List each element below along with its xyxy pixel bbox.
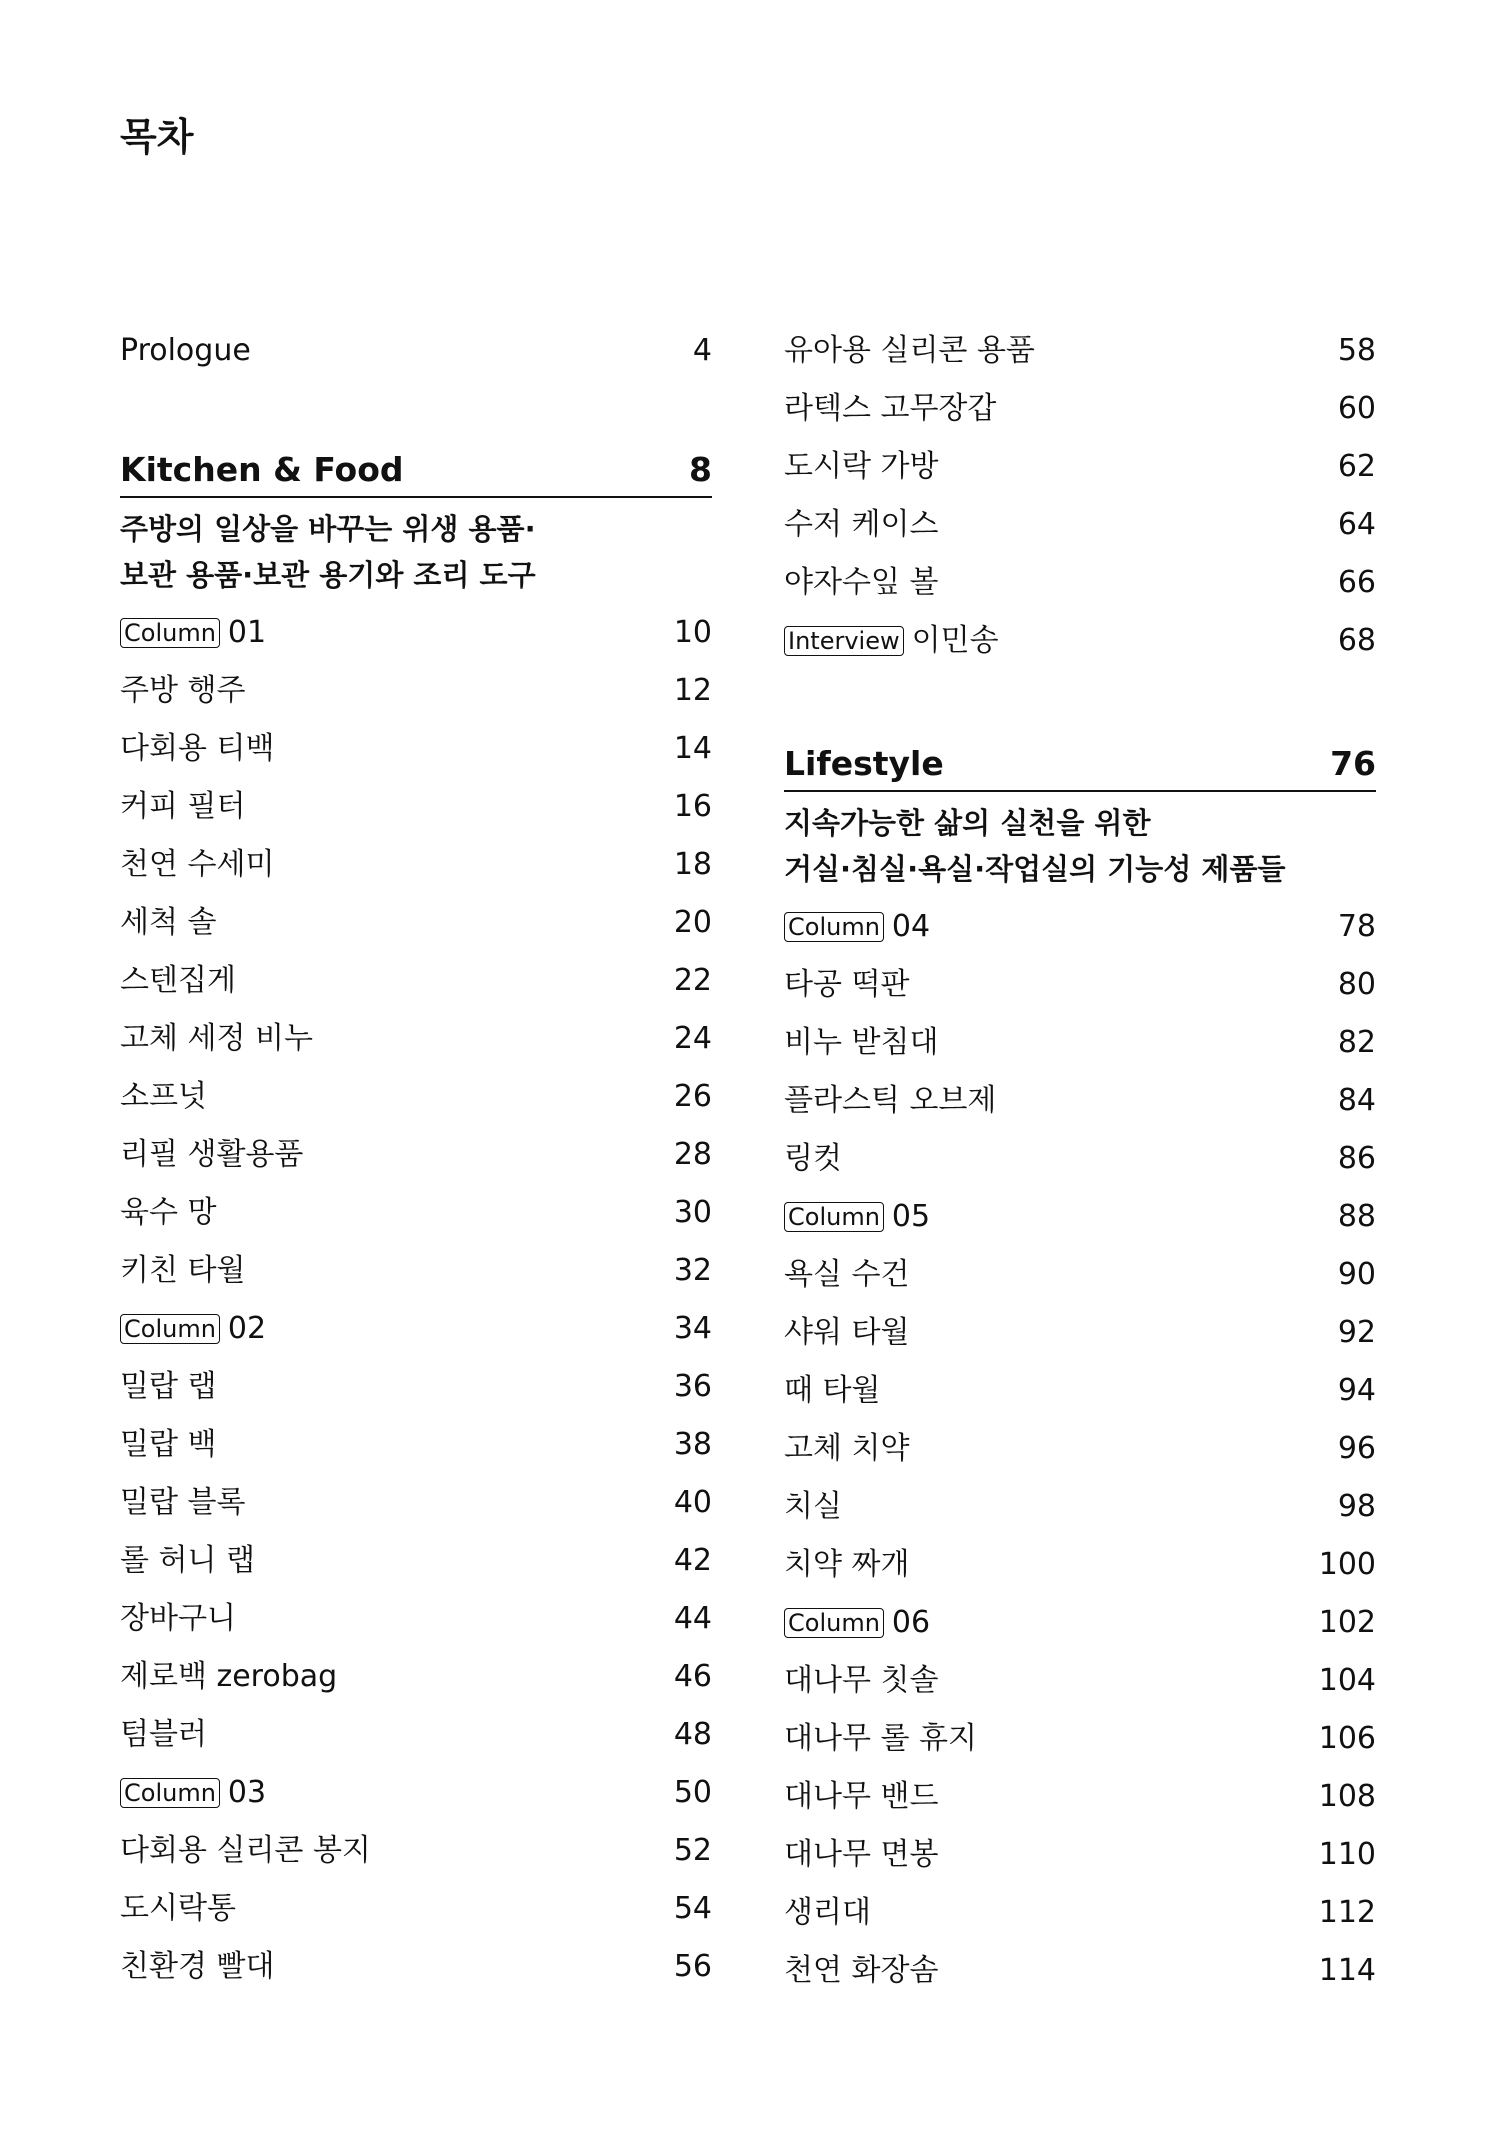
toc-entry-title: [784, 956, 909, 1014]
toc-entry[interactable]: [784, 1768, 1376, 1826]
toc-entry-page: 24: [673, 1021, 712, 1056]
toc-entry-page: 62: [1337, 449, 1376, 484]
toc-entry-title: [784, 1536, 909, 1594]
toc-entry-title: [120, 1474, 245, 1532]
toc-entry[interactable]: [120, 1764, 712, 1822]
toc-entry[interactable]: [784, 612, 1376, 670]
toc-entry-text: 천연 수세미: [120, 847, 275, 882]
section-description-line: 주방의 일상을 바꾸는 위생 용품·: [120, 512, 536, 546]
toc-entry-text: 주방 행주: [120, 673, 246, 708]
toc-entry-text: 욕실 수건: [784, 1257, 910, 1292]
toc-entry[interactable]: [784, 554, 1376, 612]
toc-entry-page: 40: [673, 1485, 712, 1520]
toc-entry[interactable]: [120, 1822, 712, 1880]
toc-entry-title: [120, 1938, 274, 1996]
section-heading-title: Kitchen & Food: [120, 450, 404, 489]
toc-entry-page: 54: [673, 1891, 712, 1926]
toc-entry[interactable]: [120, 894, 712, 952]
section-heading-page: 76: [1330, 744, 1376, 783]
toc-entry-text: 생리대: [784, 1895, 871, 1930]
toc-entry-title: [120, 662, 245, 720]
toc-entry-title: [784, 1362, 880, 1420]
toc-entry-text: 유아용 실리콘 용품: [784, 333, 1035, 368]
toc-entry-text: 친환경 빨대: [120, 1949, 275, 1984]
toc-entry-page: 30: [673, 1195, 712, 1230]
toc-entry-text: 링컷: [784, 1141, 842, 1176]
toc-entry-text: 도시락통: [120, 1891, 236, 1926]
toc-entry-page: 114: [1318, 1953, 1376, 1988]
toc-entry-page: 44: [673, 1601, 712, 1636]
toc-entry-page: 16: [673, 789, 712, 824]
toc-entry[interactable]: [120, 1242, 712, 1300]
toc-entry-text: 치약 짜개: [784, 1547, 910, 1582]
toc-entry-title: [120, 1068, 207, 1126]
toc-entry-page: 86: [1337, 1141, 1376, 1176]
toc-entry-title: [784, 1478, 842, 1536]
toc-entry-page: 14: [673, 731, 712, 766]
toc-entry-title: [120, 604, 266, 662]
toc-tag-badge: Column: [784, 912, 884, 942]
toc-entry-page: 108: [1318, 1779, 1376, 1814]
page-title: 목차: [120, 115, 194, 159]
toc-entry-page: 64: [1337, 507, 1376, 542]
toc-entry[interactable]: [120, 836, 712, 894]
toc-entry-page: 84: [1337, 1083, 1376, 1118]
toc-entry-title: [120, 1648, 337, 1706]
toc-entry-text: 타공 떡판: [784, 967, 910, 1002]
section-description-line: 거실·침실·욕실·작업실의 기능성 제품들: [784, 852, 1286, 886]
toc-entry[interactable]: [784, 1130, 1376, 1188]
toc-entry-page: 12: [673, 673, 712, 708]
toc-entry-text: 밀랍 백: [120, 1427, 217, 1462]
toc-entry[interactable]: [120, 1938, 712, 1996]
toc-entry-title: [120, 1764, 266, 1822]
toc-tag-badge: Column: [120, 1778, 220, 1808]
toc-entry-page: 92: [1337, 1315, 1376, 1350]
toc-list-lifestyle: [784, 898, 1376, 2000]
toc-entry[interactable]: [120, 604, 712, 662]
toc-entry-page: 88: [1337, 1199, 1376, 1234]
toc-entry-title: [784, 1246, 909, 1304]
toc-entry-text: 수저 케이스: [784, 507, 939, 542]
toc-entry-page: 104: [1318, 1663, 1376, 1698]
toc-entry-title: [120, 1532, 255, 1590]
toc-entry-text: 대나무 면봉: [784, 1837, 939, 1872]
toc-entry-text: 밀랍 블록: [120, 1485, 246, 1520]
toc-entry-title: [784, 1014, 938, 1072]
toc-entry-title: [120, 1590, 236, 1648]
toc-entry-text: 도시락 가방: [784, 449, 939, 484]
toc-entry-page: 112: [1318, 1895, 1376, 1930]
toc-entry[interactable]: [784, 956, 1376, 1014]
toc-entry-page: 50: [673, 1775, 712, 1810]
toc-entry[interactable]: [784, 1188, 1376, 1246]
toc-entry-title: [784, 898, 930, 956]
toc-entry-text: 06: [891, 1605, 931, 1640]
section-description: [120, 506, 712, 598]
toc-entry-title: [784, 1884, 871, 1942]
section-heading-lifestyle[interactable]: [784, 734, 1376, 792]
toc-entry-page: 46: [673, 1659, 712, 1694]
toc-entry[interactable]: [120, 1126, 712, 1184]
toc-entry-page: 22: [673, 963, 712, 998]
toc-entry-text: 천연 화장솜: [784, 1953, 939, 1988]
toc-entry-text: 02: [227, 1311, 267, 1346]
toc-entry[interactable]: [784, 1478, 1376, 1536]
toc-entry-text: 대나무 밴드: [784, 1779, 939, 1814]
toc-entry[interactable]: [120, 952, 712, 1010]
toc-entry-page: 100: [1318, 1547, 1376, 1582]
toc-entry[interactable]: [784, 1826, 1376, 1884]
toc-entry[interactable]: [784, 322, 1376, 380]
toc-entry-page: 90: [1337, 1257, 1376, 1292]
toc-list-kitchen: [120, 604, 712, 1996]
toc-entry[interactable]: [120, 1706, 712, 1764]
toc-entry-title: [120, 1822, 371, 1880]
toc-entry-title: [120, 1706, 207, 1764]
toc-entry-title: [120, 894, 216, 952]
toc-entry-text: 세척 솔: [120, 905, 217, 940]
toc-entry-page: 106: [1318, 1721, 1376, 1756]
toc-entry-text: 대나무 롤 휴지: [784, 1721, 977, 1756]
toc-entry[interactable]: [120, 1474, 712, 1532]
toc-entry-title: [120, 1184, 216, 1242]
toc-entry-text: 05: [891, 1199, 931, 1234]
toc-entry-text: 리필 생활용품: [120, 1137, 304, 1172]
section-heading-title: Lifestyle: [784, 744, 944, 783]
toc-entry[interactable]: [120, 1532, 712, 1590]
toc-entry-page: 80: [1337, 967, 1376, 1002]
toc-entry-text: 샤워 타월: [784, 1315, 910, 1350]
toc-entry-title: [120, 1880, 236, 1938]
toc-entry-text: 야자수잎 볼: [784, 565, 939, 600]
toc-entry[interactable]: [120, 1648, 712, 1706]
toc-entry-text: 이민송: [911, 623, 999, 658]
toc-entry-text: 제로백 zerobag: [120, 1659, 338, 1694]
toc-entry-text: 비누 받침대: [784, 1025, 939, 1060]
toc-entry-text: 장바구니: [120, 1601, 236, 1636]
toc-entry-title: [120, 1126, 303, 1184]
toc-entry-text: 때 타월: [784, 1373, 881, 1408]
toc-entry-title: [784, 380, 996, 438]
toc-entry-page: 34: [673, 1311, 712, 1346]
section-description-line: 지속가능한 삶의 실천을 위한: [784, 806, 1151, 840]
toc-entry-title: [784, 1188, 930, 1246]
toc-entry[interactable]: [784, 1710, 1376, 1768]
toc-entry-page: 32: [673, 1253, 712, 1288]
toc-tag-badge: Column: [784, 1608, 884, 1638]
toc-entry-text: 다회용 티백: [120, 731, 275, 766]
toc-entry[interactable]: [120, 1010, 712, 1068]
toc-entry-page: 48: [673, 1717, 712, 1752]
toc-entry-text: 텀블러: [120, 1717, 207, 1752]
toc-entry[interactable]: [120, 1416, 712, 1474]
toc-entry[interactable]: [120, 1880, 712, 1938]
toc-entry-title: [784, 1304, 909, 1362]
toc-entry-title: [784, 1072, 996, 1130]
toc-entry-page: 110: [1318, 1837, 1376, 1872]
toc-entry-title: [120, 720, 274, 778]
toc-entry[interactable]: [784, 1362, 1376, 1420]
toc-entry-text: 대나무 칫솔: [784, 1663, 939, 1698]
toc-entry-title: [120, 1300, 266, 1358]
toc-entry[interactable]: [784, 438, 1376, 496]
toc-entry-page: 82: [1337, 1025, 1376, 1060]
section-heading-kitchen[interactable]: [120, 440, 712, 498]
toc-entry-text: 플라스틱 오브제: [784, 1083, 997, 1118]
toc-entry[interactable]: [120, 1184, 712, 1242]
toc-entry[interactable]: [120, 1590, 712, 1648]
toc-entry-text: 커피 필터: [120, 789, 246, 824]
toc-entry[interactable]: [784, 1304, 1376, 1362]
section-description-line: 보관 용품·보관 용기와 조리 도구: [120, 558, 536, 592]
toc-entry-title: [120, 1358, 216, 1416]
toc-entry-title: [784, 1710, 977, 1768]
toc-entry-text: 01: [227, 615, 267, 650]
toc-entry-title: [784, 612, 999, 670]
toc-entry-text: 고체 치약: [784, 1431, 910, 1466]
toc-entry-page: 28: [673, 1137, 712, 1172]
toc-entry-title: [784, 1826, 938, 1884]
toc-entry[interactable]: [784, 1536, 1376, 1594]
toc-entry-page: 4: [692, 333, 712, 368]
toc-entry[interactable]: [784, 496, 1376, 554]
toc-entry-page: 26: [673, 1079, 712, 1114]
toc-entry[interactable]: [784, 1072, 1376, 1130]
toc-entry-page: 58: [1337, 333, 1376, 368]
toc-entry-page: 10: [673, 615, 712, 650]
toc-entry[interactable]: [120, 1358, 712, 1416]
toc-entry[interactable]: [120, 778, 712, 836]
toc-entry-title: [120, 836, 274, 894]
toc-entry-text: 03: [227, 1775, 267, 1810]
toc-entry-page: 42: [673, 1543, 712, 1578]
toc-entry-prologue[interactable]: [120, 322, 712, 380]
toc-entry-title: [120, 1416, 216, 1474]
toc-entry-page: 56: [673, 1949, 712, 1984]
toc-entry-title: [784, 1594, 930, 1652]
toc-tag-badge: Column: [120, 618, 220, 648]
toc-entry[interactable]: [120, 720, 712, 778]
toc-entry-text: 고체 세정 비누: [120, 1021, 313, 1056]
toc-entry[interactable]: [784, 1420, 1376, 1478]
toc-entry-page: 52: [673, 1833, 712, 1868]
toc-entry-text: 소프넛: [120, 1079, 207, 1114]
toc-entry-page: 66: [1337, 565, 1376, 600]
toc-entry-title: [784, 322, 1035, 380]
toc-entry-page: 102: [1318, 1605, 1376, 1640]
toc-entry-page: 60: [1337, 391, 1376, 426]
toc-entry-page: 98: [1337, 1489, 1376, 1524]
toc-entry-title: [784, 554, 938, 612]
toc-column-right: [784, 322, 1376, 2000]
toc-entry[interactable]: [120, 1300, 712, 1358]
toc-entry-title: [784, 1768, 938, 1826]
toc-column-left: [120, 322, 712, 1996]
toc-entry-page: 20: [673, 905, 712, 940]
toc-list-kitchen-continued: [784, 322, 1376, 670]
toc-entry-text: 라텍스 고무장갑: [784, 391, 997, 426]
toc-entry-title: [120, 778, 245, 836]
toc-entry-title: [784, 1942, 938, 2000]
toc-entry-title: [784, 496, 938, 554]
toc-entry-title: [120, 952, 236, 1010]
toc-entry-page: 36: [673, 1369, 712, 1404]
toc-entry-title: [784, 1130, 842, 1188]
section-heading-page: 8: [689, 450, 712, 489]
toc-entry-page: 78: [1337, 909, 1376, 944]
toc-entry[interactable]: [784, 1884, 1376, 1942]
toc-entry-text: 치실: [784, 1489, 842, 1524]
toc-entry-text: 밀랍 랩: [120, 1369, 217, 1404]
toc-entry-text: 다회용 실리콘 봉지: [120, 1833, 371, 1868]
toc-entry-text: 육수 망: [120, 1195, 217, 1230]
toc-entry-page: 96: [1337, 1431, 1376, 1466]
toc-entry-text: 04: [891, 909, 931, 944]
toc-entry[interactable]: [784, 380, 1376, 438]
toc-entry[interactable]: [120, 1068, 712, 1126]
toc-tag-badge: Column: [120, 1314, 220, 1344]
toc-entry-title: [120, 1242, 245, 1300]
toc-entry[interactable]: [784, 898, 1376, 956]
toc-entry[interactable]: [784, 1014, 1376, 1072]
toc-tag-badge: Column: [784, 1202, 884, 1232]
section-description: [784, 800, 1376, 892]
toc-entry-title: [784, 1652, 938, 1710]
toc-entry-text: 스텐집게: [120, 963, 236, 998]
toc-entry-page: 68: [1337, 623, 1376, 658]
toc-entry[interactable]: [120, 662, 712, 720]
toc-entry[interactable]: [784, 1942, 1376, 2000]
toc-entry-page: 18: [673, 847, 712, 882]
toc-entry-text: 키친 타월: [120, 1253, 246, 1288]
toc-entry-title: Prologue: [120, 333, 251, 368]
toc-entry[interactable]: [784, 1594, 1376, 1652]
toc-entry[interactable]: [784, 1652, 1376, 1710]
toc-entry-title: [120, 1010, 313, 1068]
toc-entry-text: 롤 허니 랩: [120, 1543, 255, 1578]
toc-entry-page: 38: [673, 1427, 712, 1462]
toc-entry-page: 94: [1337, 1373, 1376, 1408]
spacer: [784, 670, 1376, 734]
toc-entry-title: [784, 1420, 909, 1478]
toc-entry[interactable]: [784, 1246, 1376, 1304]
toc-tag-badge: Interview: [784, 626, 904, 656]
toc-entry-title: [784, 438, 938, 496]
spacer: [120, 380, 712, 440]
